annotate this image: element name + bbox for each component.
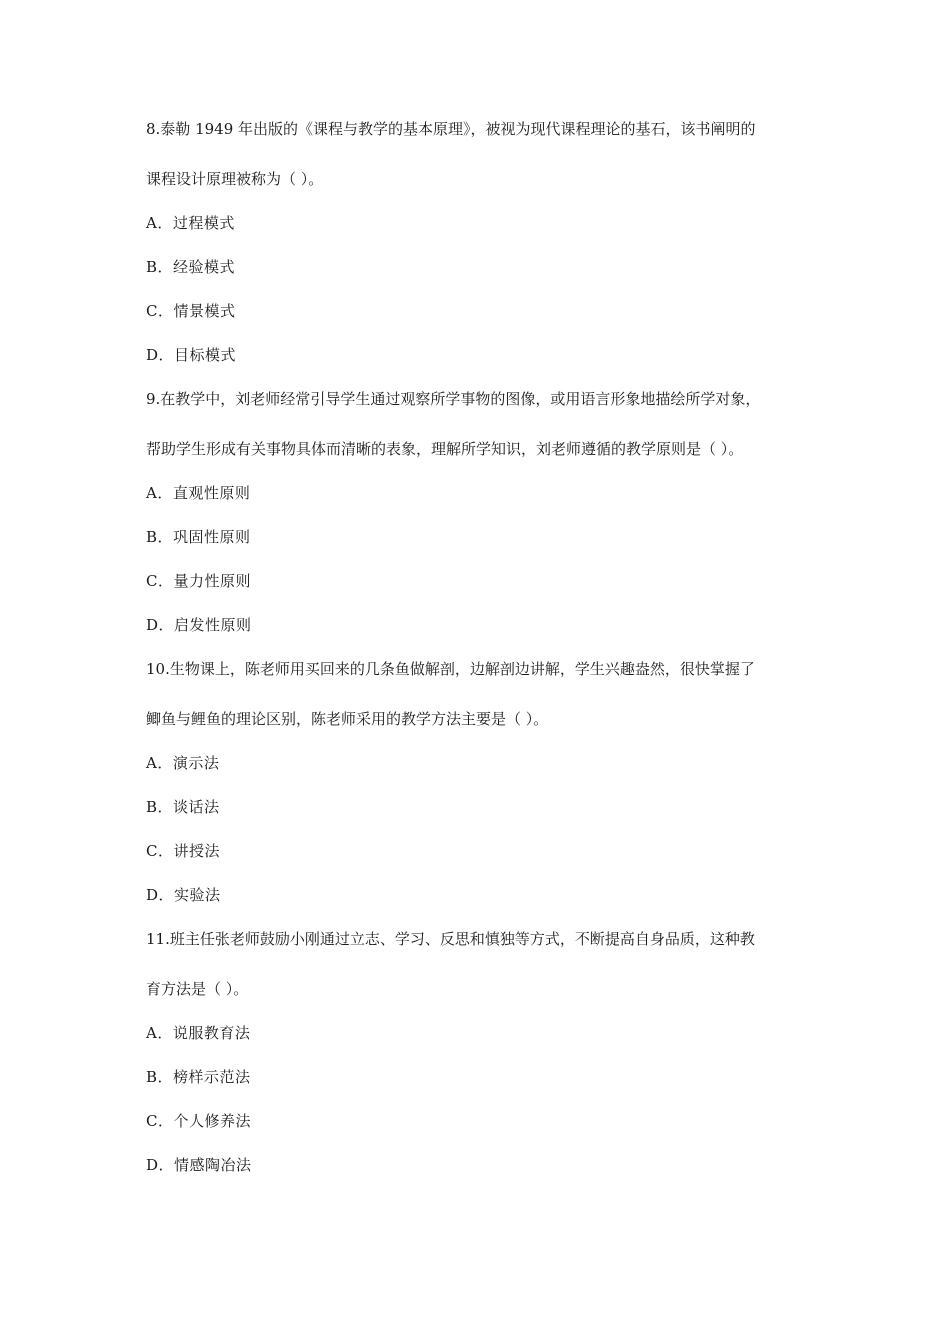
question-8-stem-line-1: 8.泰勒 1949 年出版的《课程与教学的基本原理》，被视为现代课程理论的基石，该书阐明的: [146, 120, 756, 138]
question-9-option-b: B．巩固性原则: [146, 528, 251, 546]
question-11-option-b: B．榜样示范法: [146, 1068, 251, 1086]
question-10-stem-line-1: 10.生物课上，陈老师用买回来的几条鱼做解剖，边解剖边讲解，学生兴趣盎然，很快掌握了: [146, 660, 755, 678]
question-10-stem-line-2: 鲫鱼与鲤鱼的理论区别，陈老师采用的教学方法主要是（ ）。: [146, 710, 549, 728]
question-9-option-d: D．启发性原则: [146, 616, 252, 634]
question-10-option-d: D．实验法: [146, 886, 221, 904]
question-11-option-d: D．情感陶冶法: [146, 1156, 252, 1174]
question-10-option-c: C．讲授法: [146, 842, 220, 860]
question-10-option-a: A．演示法: [146, 754, 220, 772]
question-8-option-a: A．过程模式: [146, 214, 235, 232]
question-11-stem-line-2: 育方法是（ ）。: [146, 980, 249, 998]
question-9-stem-line-2: 帮助学生形成有关事物具体而清晰的表象，理解所学知识，刘老师遵循的教学原则是（ ）。: [146, 440, 744, 458]
question-11-option-a: A．说服教育法: [146, 1024, 251, 1042]
question-8-option-d: D．目标模式: [146, 346, 237, 364]
question-10-option-b: B．谈话法: [146, 798, 220, 816]
question-9-option-c: C．量力性原则: [146, 572, 251, 590]
question-8-stem-line-2: 课程设计原理被称为（ ）。: [146, 170, 324, 188]
question-11-stem-line-1: 11.班主任张老师鼓励小刚通过立志、学习、反思和慎独等方式，不断提高自身品质，这种教: [146, 930, 755, 948]
question-9-option-a: A．直观性原则: [146, 484, 251, 502]
question-11-option-c: C．个人修养法: [146, 1112, 251, 1130]
question-8-option-b: B．经验模式: [146, 258, 236, 276]
question-8-option-c: C．情景模式: [146, 302, 236, 320]
question-9-stem-line-1: 9.在教学中，刘老师经常引导学生通过观察所学事物的图像，或用语言形象地描绘所学对象，: [146, 390, 761, 408]
